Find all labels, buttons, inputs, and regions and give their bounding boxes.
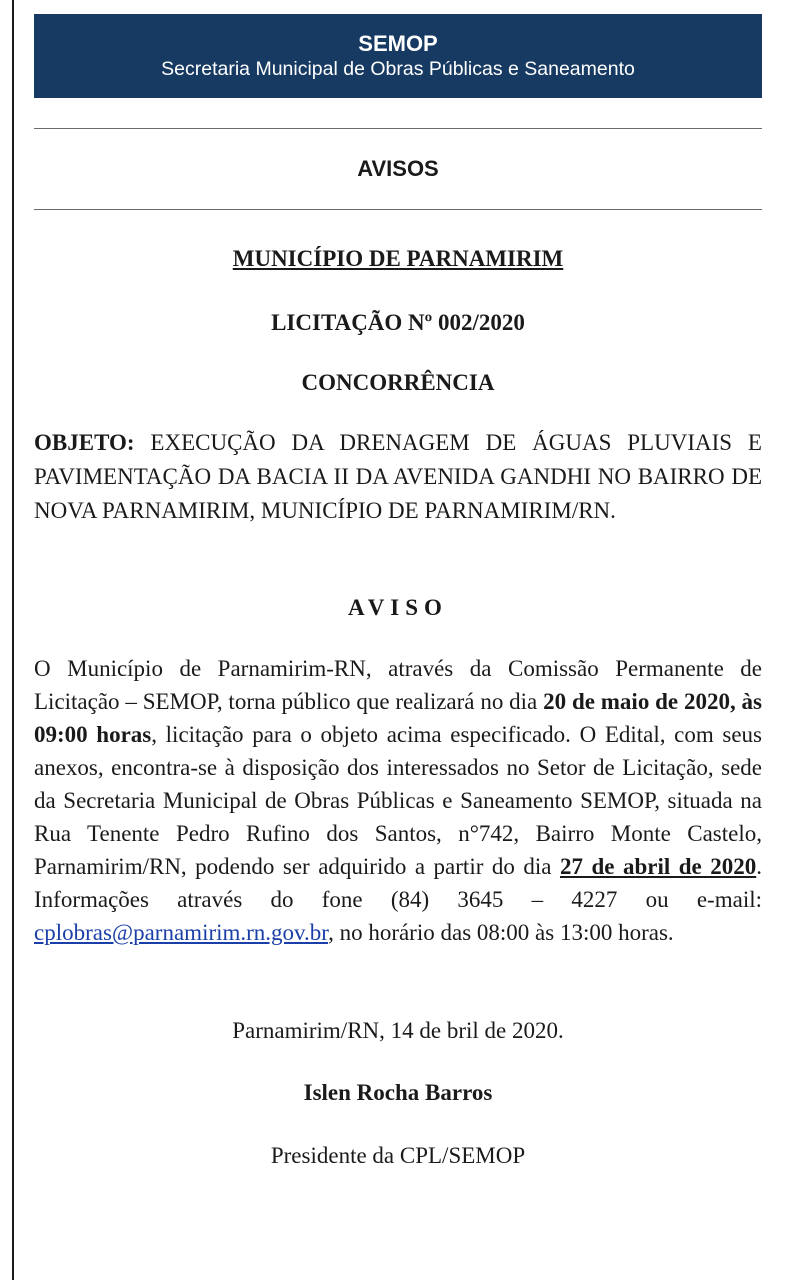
header-org-short: SEMOP — [358, 31, 438, 56]
body-text-4: , no horário das 08:00 às 13:00 horas. — [328, 920, 674, 945]
divider-bottom — [34, 209, 762, 210]
section-title: AVISOS — [357, 156, 439, 181]
header-banner — [34, 14, 762, 98]
bid-modality: CONCORRÊNCIA — [301, 370, 495, 395]
signatory-role: Presidente da CPL/SEMOP — [270, 1143, 526, 1168]
object-text: EXECUÇÃO DA DRENAGEM DE ÁGUAS PLUVIAIS E PAVIMENTAÇÃO DA BACIA II DA AVENIDA GANDHI NO BAIRRO DE NOVA PARNAMIRIM, MUNICÍPIO DE PARNAMIRIM/RN. — [34, 430, 762, 523]
municipality-heading: MUNICÍPIO DE PARNAMIRIM — [232, 246, 564, 271]
aviso-heading: AVISO — [348, 595, 448, 620]
divider-top — [34, 128, 762, 129]
body-text-3: . Informações através do fone (84) 3645 – 4227 ou e-mail: — [34, 854, 762, 912]
notice-body — [34, 652, 762, 949]
body-text-1: O Município de Parnamirim-RN, através da Comissão Permanente de Licitação – SEMOP, torna público que realizará no dia — [34, 656, 762, 714]
event-date: 20 de maio de 2020, às 09:00 horas — [34, 689, 762, 747]
left-border-line — [12, 0, 14, 1280]
object-block — [34, 426, 762, 528]
place-date: Parnamirim/RN, 14 de bril de 2020. — [232, 1018, 564, 1043]
header-org-full: Secretaria Municipal de Obras Públicas e Saneamento — [161, 58, 635, 80]
body-text-2: , licitação para o objeto acima especificado. O Edital, com seus anexos, encontra-se à disposição dos interessados no Setor de Licitação, sede da Secretaria Municipal de Obras Públicas e Saneamento SEMOP, situada na Rua Tenente Pedro Rufino dos Santos, n°742, Bairro Monte Castelo, Parnamirim/RN, podendo ser adquirido a partir do dia — [34, 722, 762, 879]
email-link[interactable]: cplobras@parnamirim.rn.gov.br — [34, 920, 329, 945]
availability-date: 27 de abril de 2020 — [559, 854, 757, 879]
bid-number: LICITAÇÃO Nº 002/2020 — [271, 310, 525, 335]
object-label: OBJETO: — [34, 430, 135, 455]
signatory-name: Islen Rocha Barros — [303, 1080, 493, 1105]
